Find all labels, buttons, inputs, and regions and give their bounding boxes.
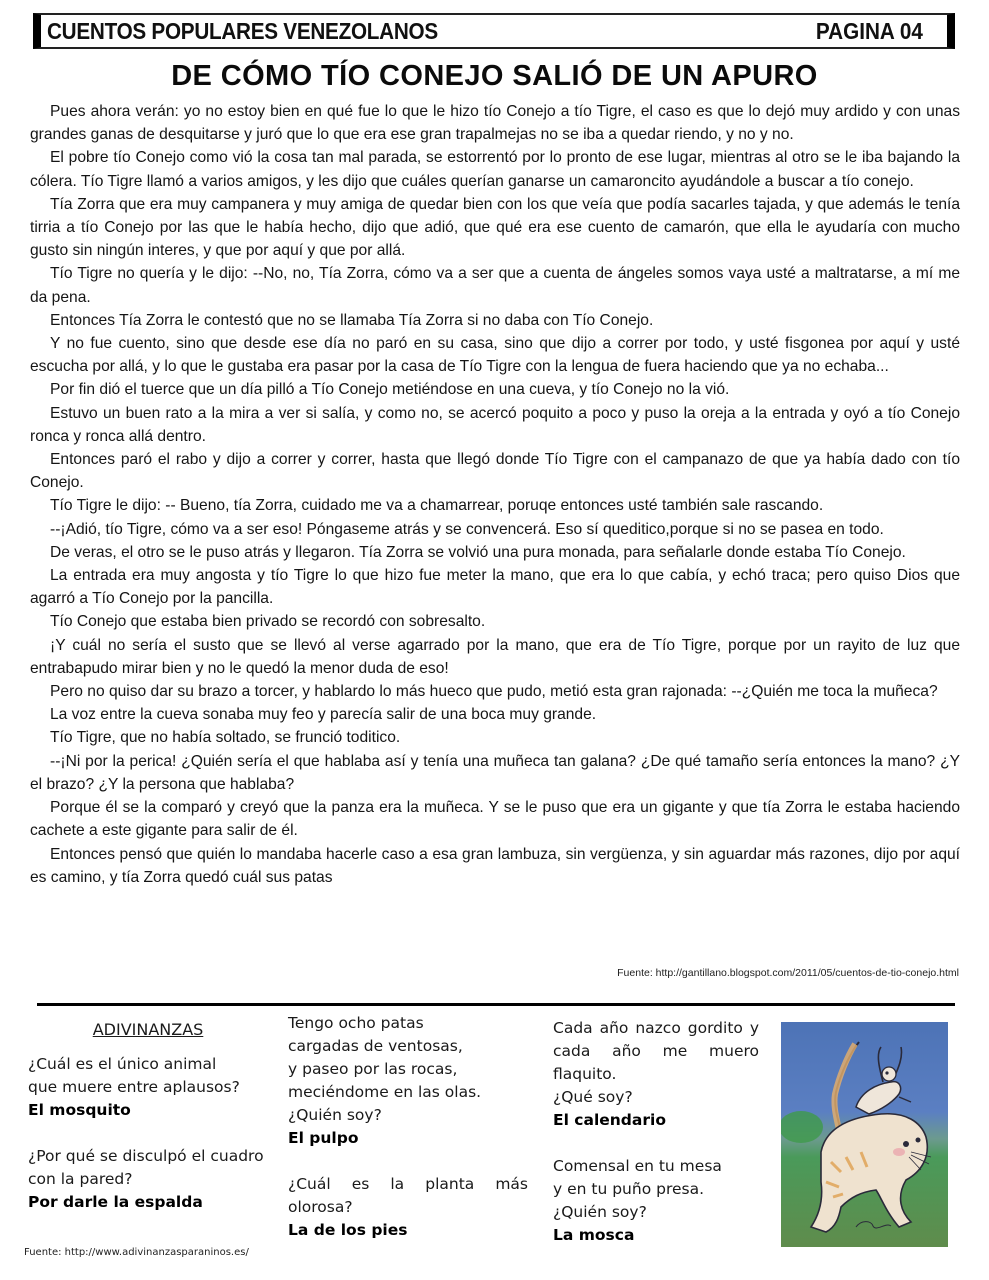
story-title: DE CÓMO TÍO CONEJO SALIÓ DE UN APURO <box>171 60 818 92</box>
riddle-line: Comensal en tu mesa <box>553 1157 722 1175</box>
riddles-column-1 <box>28 1018 268 1214</box>
story-paragraph: Porque él se la comparó y creyó que la panza era la muñeca. Y se le puso que era un gigante y que tía Zorra le estaba haciendo cachete a este gigante para salir de él. <box>30 799 960 840</box>
story-paragraph: Estuvo un buen rato a la mira a ver si salía, y como no, se acercó poquito a poco y puso la oreja a la entrada y oyó a tío Conejo ronca y ronca allá dentro. <box>30 404 960 445</box>
riddle-line: Cada año nazco gordito y cada año me muero flaquito. <box>553 1019 759 1083</box>
story-source: Fuente: http://gantillano.blogspot.com/2011/05/cuentos-de-tio-conejo.html <box>617 967 959 979</box>
riddle-line: ¿Por qué se disculpó el cuadro <box>28 1147 264 1165</box>
riddle-line: y en tu puño presa. <box>553 1180 705 1198</box>
riddle-line: ¿Cuál es la planta más olorosa? <box>288 1175 528 1216</box>
riddle <box>288 1012 528 1150</box>
riddle-line: Tengo ocho patas <box>288 1014 424 1032</box>
page-number: PAGINA 04 <box>816 17 923 44</box>
page-header <box>33 13 955 49</box>
riddle-line: meciéndome en las olas. <box>288 1083 482 1101</box>
story-body <box>30 100 960 889</box>
riddle-line: ¿Cuál es el único animal <box>28 1055 217 1073</box>
story-paragraph: ¡Y cuál no sería el susto que se llevó al verse agarrado por la mano, que era de Tío Tigre, porque por un rayito de luz que entrabapudo mirar bien y no le quedó la menor duda de eso! <box>30 636 960 677</box>
story-paragraph: Tío Tigre, que no había soltado, se frunció toditico. <box>50 729 401 747</box>
riddle-line: cargadas de ventosas, <box>288 1037 463 1055</box>
rabbit-tiger-illustration <box>781 1022 948 1247</box>
riddles-source: Fuente: http://www.adivinanzasparaninos.es/ <box>24 1247 249 1258</box>
riddle <box>28 1053 268 1122</box>
story-paragraph: Tía Zorra que era muy campanera y muy amiga de quedar bien con los que veía que podía sacarles tajada, y que además le tenía tirria a tío Conejo por las que le había hecho, dijo que adió, que qué era ese cuento de camarón, que ella le ayudaría con mucho gusto sin ningún interes, y que por aquí y que por allá. <box>30 195 960 260</box>
riddles-heading: ADIVINANZAS <box>92 1020 204 1039</box>
story-paragraph: De veras, el otro se le puso atrás y llegaron. Tía Zorra se volvió una pura monada, para señalarle donde estaba Tío Conejo. <box>50 543 906 561</box>
riddles-column-2 <box>288 1012 528 1242</box>
riddle-line: ¿Qué soy? <box>553 1088 633 1106</box>
riddle-line: y paseo por las rocas, <box>288 1060 458 1078</box>
riddle-answer: El pulpo <box>288 1129 359 1147</box>
story-paragraph: La voz entre la cueva sonaba muy feo y parecía salir de una boca muy grande. <box>50 706 597 724</box>
story-paragraph: Entonces Tía Zorra le contestó que no se llamaba Tía Zorra si no daba con Tío Conejo. <box>50 311 654 329</box>
riddle-answer: El mosquito <box>28 1101 131 1119</box>
riddle-answer: La de los pies <box>288 1221 408 1239</box>
section-divider <box>37 1003 955 1006</box>
story-paragraph: --¡Adió, tío Tigre, cómo va a ser eso! Póngaseme atrás y se convencerá. Eso sí queditico,porque si no se pasea en todo. <box>50 520 884 538</box>
story-paragraph: Tío Tigre le dijo: -- Bueno, tía Zorra, cuidado me va a chamarrear, poruqe entonces usté también sale rascando. <box>50 497 824 515</box>
drawing-icon <box>781 1022 948 1247</box>
story-paragraph: Pero no quiso dar su brazo a torcer, y hablardo lo más hueco que pudo, metió esta gran rajonada: --¿Quién me toca la muñeca? <box>50 683 938 701</box>
riddles-column-3 <box>553 1017 759 1247</box>
story-paragraph: Y no fue cuento, sino que desde ese día no paró en su casa, sino que dijo a correr por todo, y usté fisgonea por aquí y usté escucha por allá, y lo que le gustaba era pasar por la casa de Tío Tigre con la lengua de fuera haciendo que ya no echaba... <box>30 335 960 376</box>
riddle-line: que muere entre aplausos? <box>28 1078 240 1096</box>
series-title: CUENTOS POPULARES VENEZOLANOS <box>47 17 438 44</box>
riddle <box>553 1017 759 1132</box>
story-paragraph: Entonces pensó que quién lo mandaba hacerle caso a esa gran lambuza, sin vergüenza, y sin aguardar más razones, dijo por aquí es camino, y tía Zorra quedó cuál sus patas <box>30 845 960 886</box>
riddle <box>553 1155 759 1247</box>
riddle-line: ¿Quién soy? <box>288 1106 382 1124</box>
riddle-line: ¿Quién soy? <box>553 1203 647 1221</box>
riddle-line: con la pared? <box>28 1170 133 1188</box>
riddle-answer: Por darle la espalda <box>28 1193 203 1211</box>
story-paragraph: Tío Tigre no quería y le dijo: --No, no, Tía Zorra, cómo va a ser que a cuenta de ángeles somos vaya usté a maltratarse, a mí me da pena. <box>30 265 960 306</box>
riddle <box>28 1145 268 1214</box>
riddle-answer: La mosca <box>553 1226 635 1244</box>
story-paragraph: Tío Conejo que estaba bien privado se recordó con sobresalto. <box>50 613 486 631</box>
story-paragraph: --¡Ni por la perica! ¿Quién sería el que hablaba así y tenía una muñeca tan galana? ¿De qué tamaño sería entonces la mano? ¿Y el brazo? ¿Y la persona que hablaba? <box>30 752 960 793</box>
riddle-answer: El calendario <box>553 1111 666 1129</box>
story-paragraph: La entrada era muy angosta y tío Tigre lo que hizo fue meter la mano, que era lo que cabía, y echó traca; pero quiso Dios que agarró a Tío Conejo por la pancilla. <box>30 567 960 608</box>
story-paragraph: El pobre tío Conejo como vió la cosa tan mal parada, se estorrentó por lo pronto de ese lugar, mientras al otro se le iba bajando la cólera. Tío Tigre llamó a varios amigos, y les dijo que cuáles querían ganarse un camaroncito ayudándole a buscar a tío conejo. <box>30 149 960 190</box>
story-paragraph: Entonces paró el rabo y dijo a correr y correr, hasta que llegó donde Tío Tigre con el campanazo de que ya había dado con tío Conejo. <box>30 451 960 492</box>
story-paragraph: Pues ahora verán: yo no estoy bien en qué fue lo que le hizo tío Conejo a tío Tigre, el caso es que lo dejó muy ardido y con unas grandes ganas de desquitarse y juró que lo que era ese gran trapalmejas no se iba a quedar riendo, y no y no. <box>30 103 960 144</box>
riddle <box>288 1173 528 1242</box>
story-paragraph: Por fin dió el tuerce que un día pilló a Tío Conejo metiéndose en una cueva, y tío Conejo no la vió. <box>50 381 730 399</box>
